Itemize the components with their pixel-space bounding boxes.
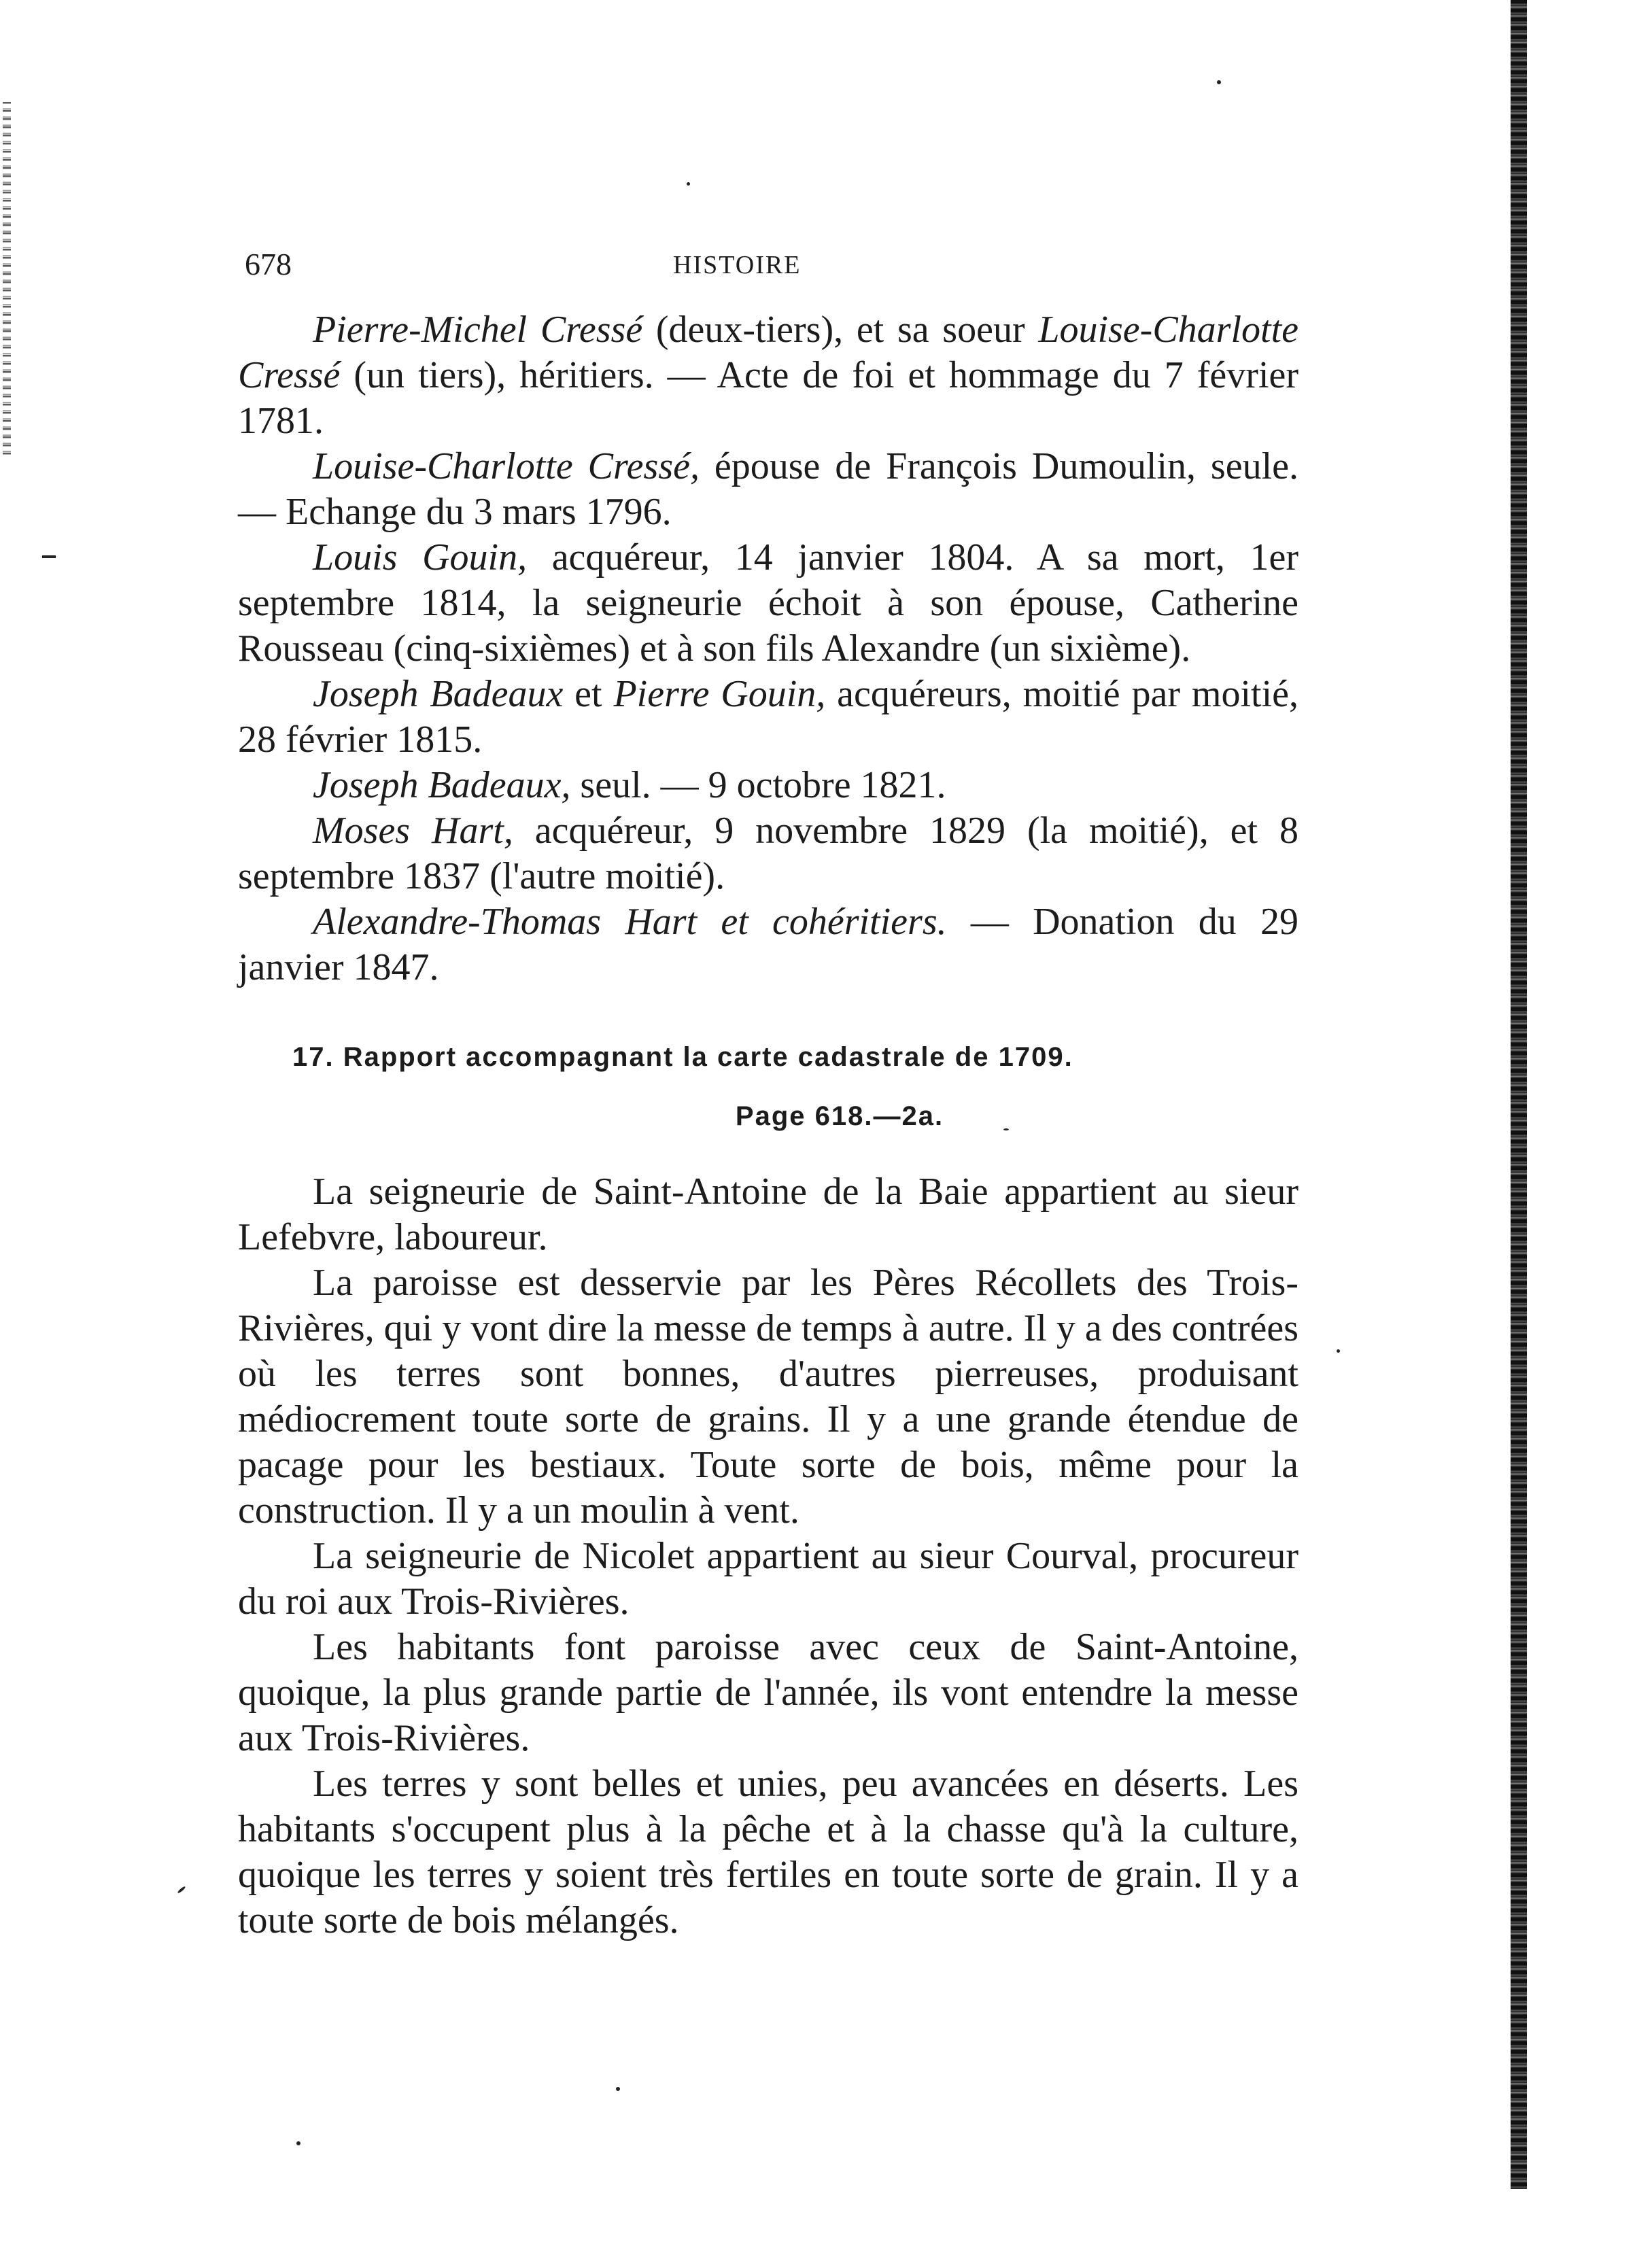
page-number: 678 [245, 247, 292, 281]
scan-speck [1217, 80, 1221, 84]
owner-name: Louise-Charlotte Cressé [238, 309, 1298, 396]
owner-name: Pierre-Michel Cressé [313, 309, 643, 351]
entry-text: (deux-tiers), et sa soeur [642, 309, 1039, 351]
entry-text: (un tiers), héritiers. — Acte de foi et hommage du 7 février 1781. [238, 354, 1298, 442]
report-body [238, 1169, 1298, 1943]
scan-speck [177, 1886, 186, 1894]
owner-name: Louis Gouin, [313, 536, 528, 578]
entry-text: acquéreur, 14 janvier 1804. A sa mort, 1er septembre 1814, la seigneurie échoit à son épouse, Catherine Rousseau (cinq-sixièmes) et à son fils Alexandre (un sixième). [238, 536, 1298, 670]
ownership-entry [238, 763, 1298, 808]
owner-name: Joseph Badeaux, [313, 764, 571, 806]
entry-text: seul. — 9 octobre 1821. [570, 764, 946, 806]
scan-speck [616, 2087, 620, 2091]
owner-name: Moses Hart, [313, 810, 513, 852]
ownership-entry [238, 444, 1298, 535]
ownership-entry [238, 672, 1298, 763]
owner-name: Louise-Charlotte Cressé, [313, 445, 700, 487]
owner-name: Alexandre-Thomas Hart et cohéritiers. [313, 901, 947, 943]
scan-edge-left [3, 102, 11, 455]
section-heading: 17. Rapport accompagnant la carte cadastrale de 1709. [292, 1042, 1073, 1072]
ownership-entry [238, 899, 1298, 990]
body-paragraph: La seigneurie de Nicolet appartient au sieur Courval, procureur du roi aux Trois-Rivières. [238, 1535, 1298, 1623]
scan-speck [42, 555, 56, 558]
ownership-list [238, 307, 1298, 990]
running-head: HISTOIRE [673, 251, 802, 279]
body-paragraph: La paroisse est desservie par les Pères Récollets des Trois-Rivières, qui y vont dire la messe de temps à autre. Il y a des contrées où les terres sont bonnes, d'autres pierreuses, produisant médiocrement toute sorte de grains. Il y a une grande étendue de pacage pour les bestiaux. Toute sorte de bois, même pour la construction. Il y a un moulin à vent. [238, 1262, 1298, 1532]
owner-name: Pierre Gouin, [613, 673, 826, 715]
body-paragraph: Les habitants font paroisse avec ceux de Saint-Antoine, quoique, la plus grande partie de l'année, ils vont entendre la messe aux Trois-Rivières. [238, 1626, 1298, 1759]
ownership-entry [238, 535, 1298, 672]
scan-speck [1337, 1349, 1340, 1353]
ownership-entry [238, 808, 1298, 899]
page-header [245, 246, 1292, 287]
entry-text: épouse de François Dumoulin, seule. — Echange du 3 mars 1796. [238, 445, 1298, 533]
body-paragraph: La seigneurie de Saint-Antoine de la Baie appartient au sieur Lefebvre, laboureur. [238, 1171, 1298, 1258]
owner-name: Joseph Badeaux [313, 673, 564, 715]
scan-speck [296, 2141, 300, 2145]
body-paragraph: Les terres y sont belles et unies, peu avancées en déserts. Les habitants s'occupent plus à la pêche et à la chasse qu'à la culture, quoique les terres y soient très fertiles en toute sorte de grain. Il y a toute sorte de bois mélangés. [238, 1763, 1298, 1941]
page-reference: Page 618.—2a. [735, 1101, 944, 1131]
entry-text: acquéreur, 9 novembre 1829 (la moitié), et 8 septembre 1837 (l'autre moitié). [238, 810, 1298, 897]
entry-text: acquéreurs, moitié par moitié, 28 février 1815. [238, 673, 1298, 761]
scan-edge-right [1511, 0, 1527, 2189]
ownership-entry [238, 307, 1298, 444]
entry-text: et [563, 673, 614, 715]
entry-text: — Donation du 29 janvier 1847. [238, 901, 1298, 988]
scan-speck [687, 182, 690, 186]
